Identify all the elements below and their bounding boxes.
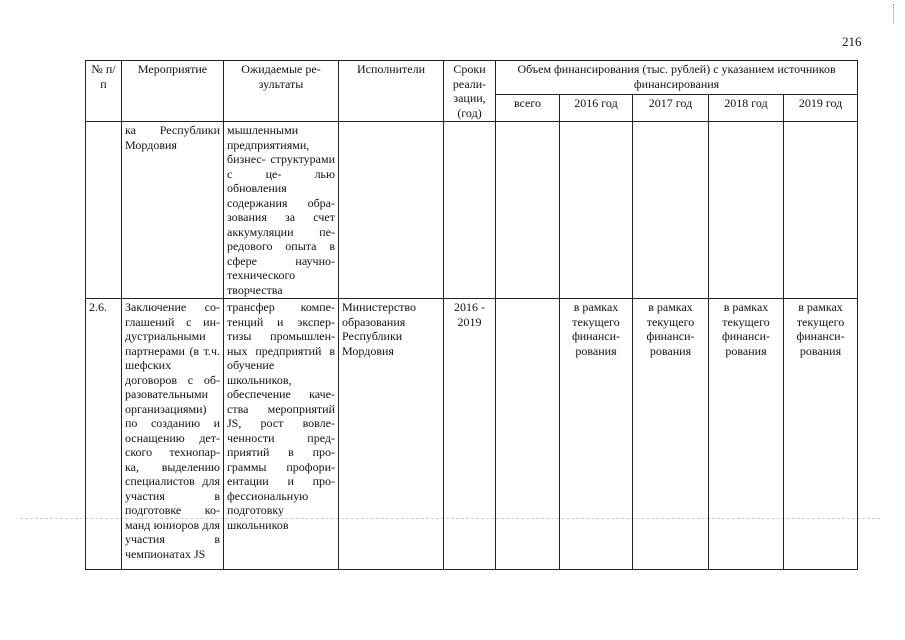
cell-2016: в рамках текущего финанси- рования bbox=[560, 299, 633, 570]
header-event: Мероприятие bbox=[122, 61, 224, 122]
cell-total bbox=[496, 122, 560, 299]
financing-table bbox=[85, 60, 858, 570]
cell-2018: в рамках текущего финанси- рования bbox=[709, 299, 784, 570]
scan-corner-mark bbox=[893, 4, 900, 24]
table-row bbox=[86, 299, 858, 570]
cell-2019 bbox=[784, 122, 858, 299]
cell-results: трансфер компе- тенций и экспер- тизы промышлен- ных предприятий в обучение школьников, обеспечение каче- ства мероприятий JS, рост вовле- ченности пред- приятий в про- граммы профори- ентации и про- фессиональную подготовку школьников bbox=[224, 299, 339, 570]
header-2017: 2017 год bbox=[633, 95, 709, 122]
header-terms: Сроки реали- зации, (год) bbox=[444, 61, 496, 122]
table-row bbox=[86, 122, 858, 299]
cell-2019: в рамках текущего финанси- рования bbox=[784, 299, 858, 570]
cell-num bbox=[86, 122, 122, 299]
cell-executors: Министерство образования Республики Мордовия bbox=[339, 299, 444, 570]
cell-terms: 2016 - 2019 bbox=[444, 299, 496, 570]
cell-event: Заключение со- глашений с ин- дустриальными партнерами (в т.ч. шефских договоров с об- разовательными организациями) по созданию и оснащению дет- ского технопар- ка, выделению специалистов для участия в подготовке ко- манд юниоров для участия в чемпионатах JS bbox=[122, 299, 224, 570]
header-2016: 2016 год bbox=[560, 95, 633, 122]
cell-2016 bbox=[560, 122, 633, 299]
cell-2017: в рамках текущего финанси- рования bbox=[633, 299, 709, 570]
page-number: 216 bbox=[842, 34, 862, 49]
cell-num: 2.6. bbox=[86, 299, 122, 570]
cell-event: ка Республики Мордовия bbox=[122, 122, 224, 299]
header-num: № п/п bbox=[86, 61, 122, 122]
header-2018: 2018 год bbox=[709, 95, 784, 122]
header-2019: 2019 год bbox=[784, 95, 858, 122]
cell-2018 bbox=[709, 122, 784, 299]
header-results: Ожидаемые ре- зультаты bbox=[224, 61, 339, 122]
cell-2017 bbox=[633, 122, 709, 299]
cell-executors bbox=[339, 122, 444, 299]
cell-total bbox=[496, 299, 560, 570]
header-financing-title: Объем финансирования (тыс. рублей) с указанием источников финансирования bbox=[496, 61, 858, 95]
header-total: всего bbox=[496, 95, 560, 122]
header-executors: Исполнители bbox=[339, 61, 444, 122]
table-header-row bbox=[86, 61, 858, 95]
cell-terms bbox=[444, 122, 496, 299]
cell-results: мышленными предприятиями, бизнес- структурами с це- лью обновления содержания обра- зования за счет аккумуляции пе- редового опыта в сфере научно- технического творчества bbox=[224, 122, 339, 299]
